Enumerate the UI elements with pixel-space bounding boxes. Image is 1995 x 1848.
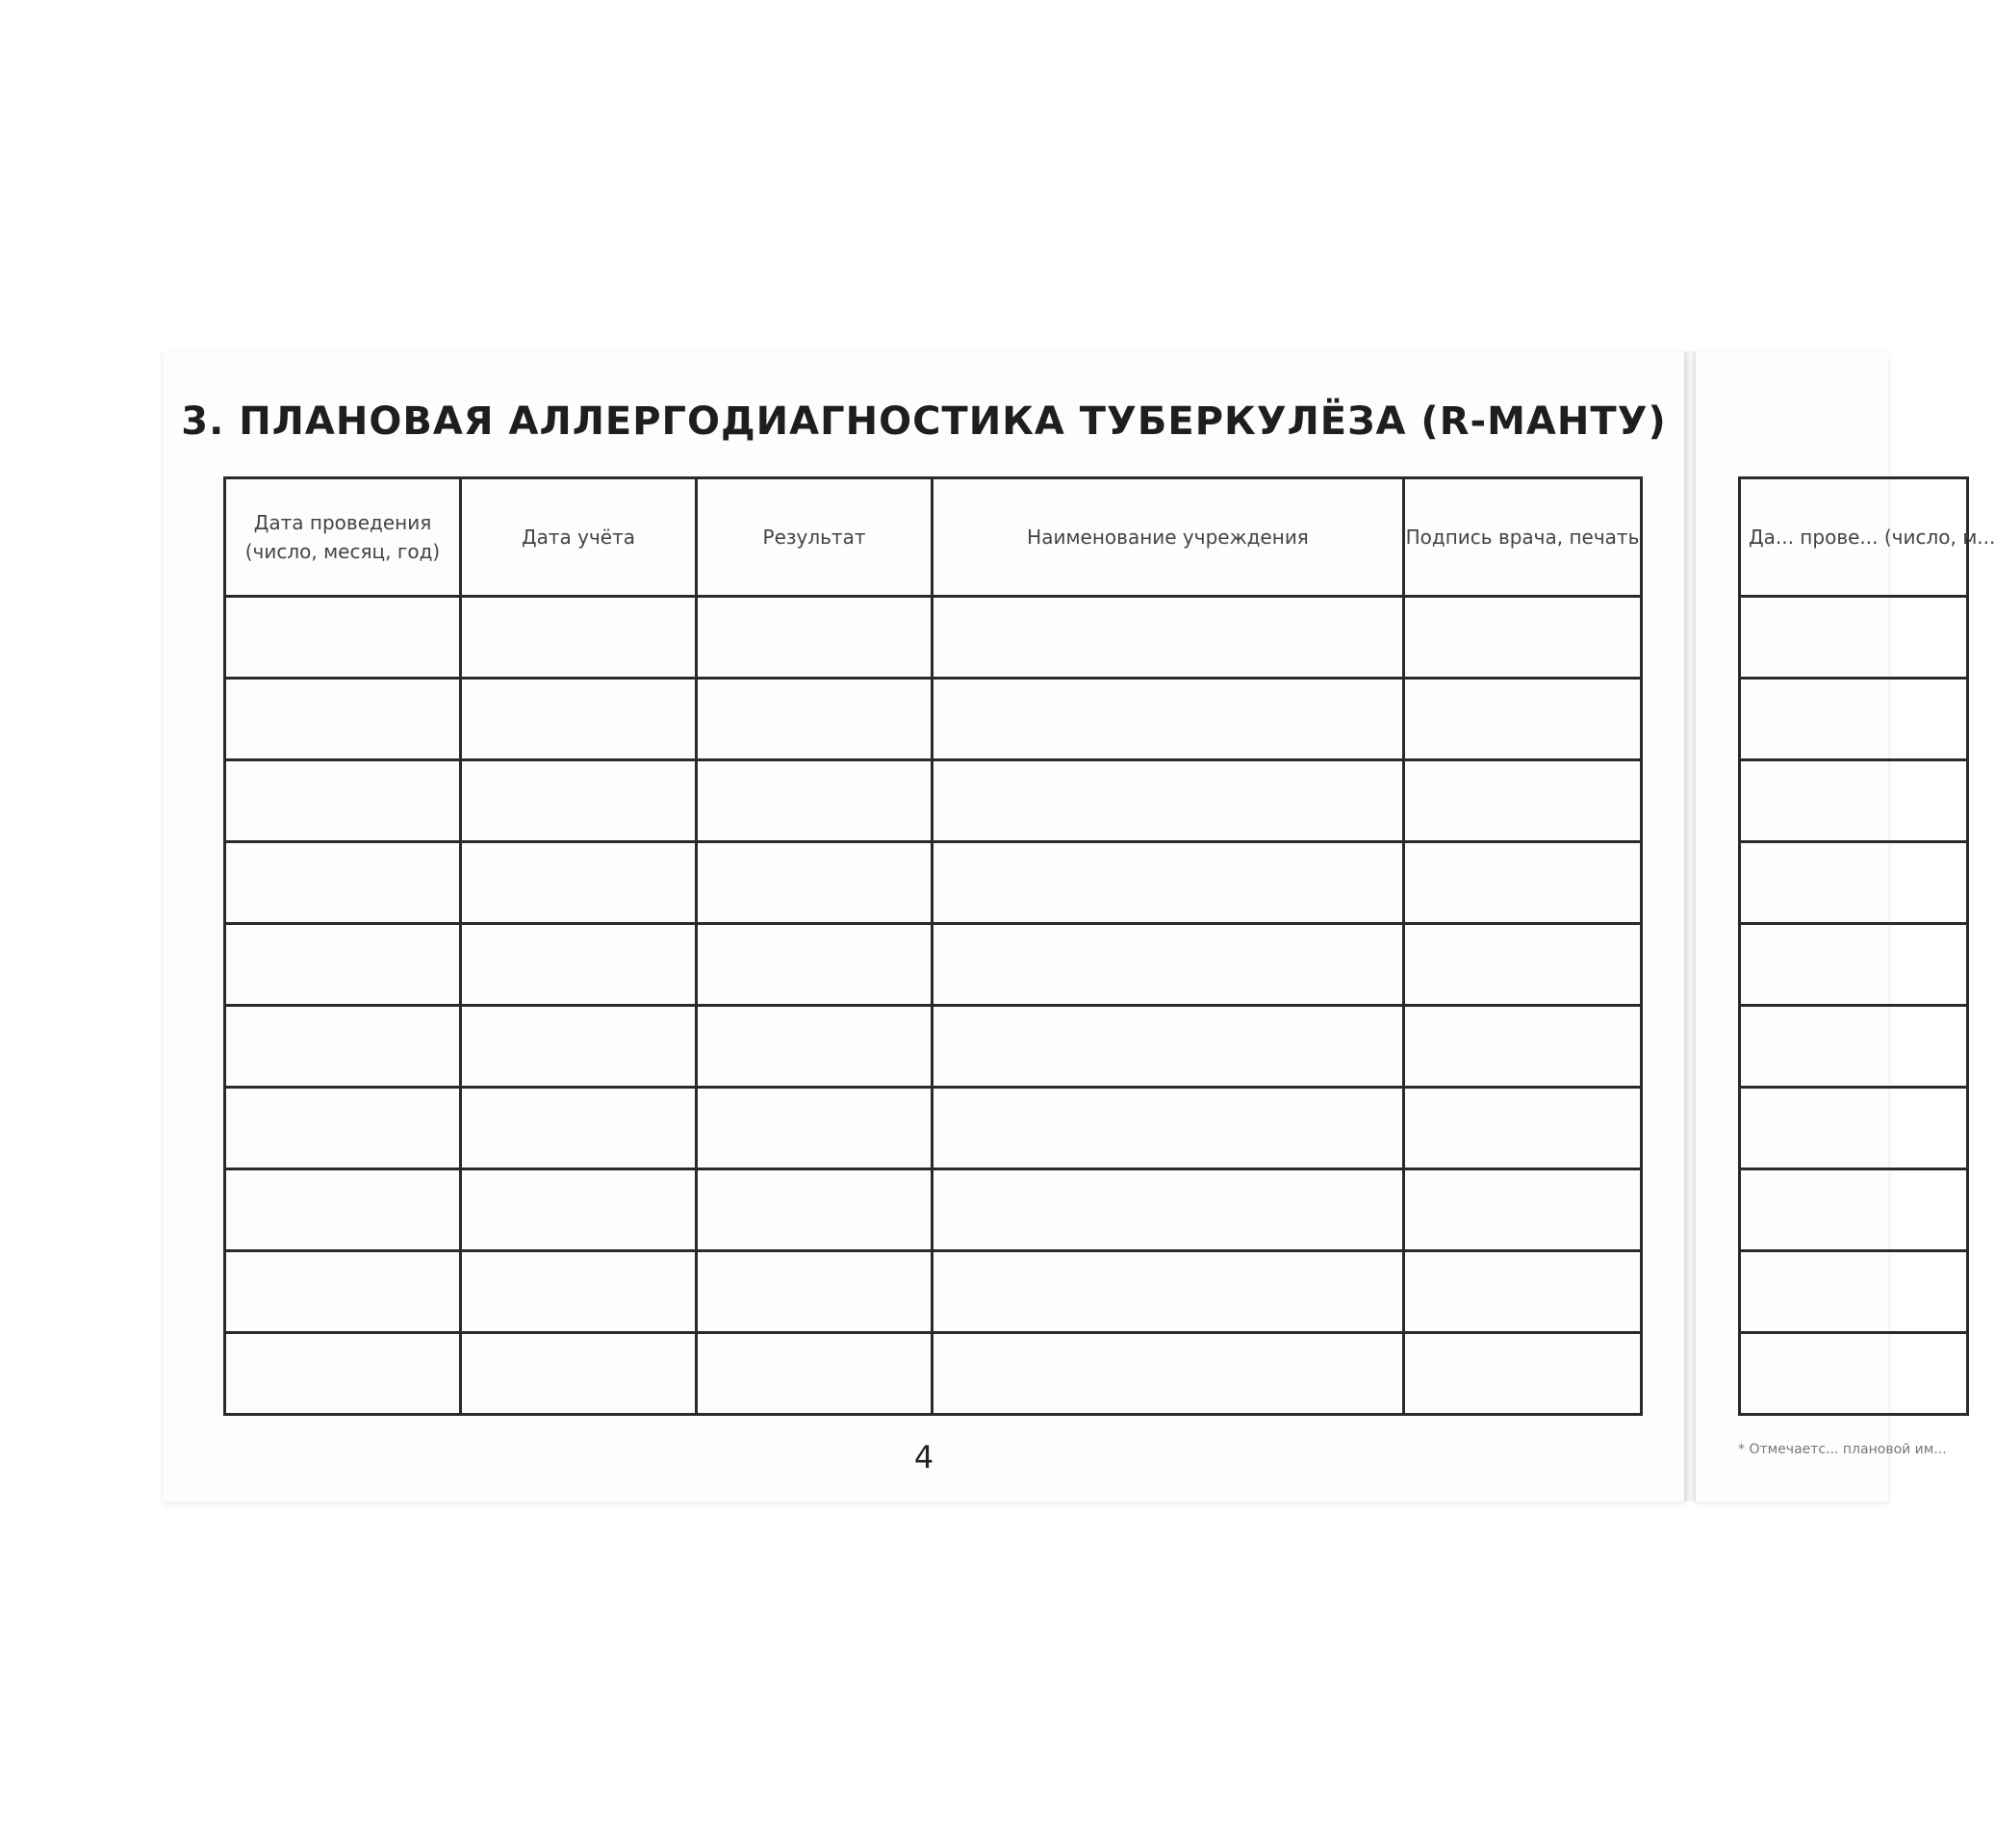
table-cell[interactable] <box>225 679 461 760</box>
table-cell[interactable] <box>933 679 1404 760</box>
table-cell[interactable] <box>933 842 1404 924</box>
table-cell[interactable] <box>1404 1333 1642 1415</box>
table-cell[interactable] <box>1740 842 1968 924</box>
table-row <box>1740 924 1968 1006</box>
table-cell[interactable] <box>461 760 697 842</box>
table-cell[interactable] <box>933 924 1404 1006</box>
table-cell[interactable] <box>933 1251 1404 1333</box>
table-cell[interactable] <box>1404 597 1642 679</box>
column-header-result: Результат <box>697 478 933 597</box>
table-row <box>225 1333 1642 1415</box>
table-row <box>1740 1006 1968 1088</box>
table-row <box>225 679 1642 760</box>
table-cell[interactable] <box>225 1006 461 1088</box>
table-cell[interactable] <box>697 760 933 842</box>
table-cell[interactable] <box>697 1088 933 1169</box>
table-cell[interactable] <box>697 1169 933 1251</box>
page-number: 4 <box>913 1439 934 1476</box>
table-row <box>225 1251 1642 1333</box>
table-row <box>1740 1251 1968 1333</box>
table-cell[interactable] <box>461 679 697 760</box>
table-cell[interactable] <box>1740 1088 1968 1169</box>
table-row <box>225 1169 1642 1251</box>
table-row <box>1740 1088 1968 1169</box>
table-cell[interactable] <box>461 1006 697 1088</box>
table-cell[interactable] <box>1740 679 1968 760</box>
table-cell[interactable] <box>1404 760 1642 842</box>
table-cell[interactable] <box>461 924 697 1006</box>
table-cell[interactable] <box>461 1088 697 1169</box>
table-cell[interactable] <box>1740 1006 1968 1088</box>
right-page <box>1696 351 1995 1502</box>
table-cell[interactable] <box>225 924 461 1006</box>
column-header-institution: Наименование учреждения <box>933 478 1404 597</box>
table-cell[interactable] <box>1404 924 1642 1006</box>
table-row <box>1740 760 1968 842</box>
table-cell[interactable] <box>1404 1006 1642 1088</box>
table-row <box>1740 1333 1968 1415</box>
table-cell[interactable] <box>1740 760 1968 842</box>
table-row <box>225 842 1642 924</box>
table-header-row <box>225 478 1642 597</box>
table-cell[interactable] <box>225 760 461 842</box>
column-header-date-partial: Да... прове... (число, м... <box>1740 478 1968 597</box>
table-cell[interactable] <box>461 1333 697 1415</box>
table-cell[interactable] <box>933 1088 1404 1169</box>
table-cell[interactable] <box>697 842 933 924</box>
table-cell[interactable] <box>1740 1333 1968 1415</box>
column-header-date: Дата проведения (число, месяц, год) <box>225 478 461 597</box>
table-row <box>1740 842 1968 924</box>
table-cell[interactable] <box>1404 679 1642 760</box>
table-cell[interactable] <box>1740 924 1968 1006</box>
page-title: 3. ПЛАНОВАЯ АЛЛЕРГОДИАГНОСТИКА ТУБЕРКУЛЁЗА (R-МАНТУ) <box>181 399 1667 444</box>
table-cell[interactable] <box>225 1169 461 1251</box>
table-row <box>1740 679 1968 760</box>
column-header-reading-date: Дата учёта <box>461 478 697 597</box>
table-cell[interactable] <box>225 1088 461 1169</box>
table-row <box>225 924 1642 1006</box>
table-cell[interactable] <box>461 597 697 679</box>
table-cell[interactable] <box>1404 1088 1642 1169</box>
table-cell[interactable] <box>697 924 933 1006</box>
table-cell[interactable] <box>461 842 697 924</box>
table-header-row <box>1740 478 1968 597</box>
table-cell[interactable] <box>697 597 933 679</box>
table-cell[interactable] <box>1740 1169 1968 1251</box>
table-cell[interactable] <box>225 1251 461 1333</box>
table-cell[interactable] <box>697 679 933 760</box>
table-row <box>225 1088 1642 1169</box>
table-row <box>225 597 1642 679</box>
right-page-table <box>1738 476 1995 1416</box>
left-page <box>164 351 1684 1502</box>
table-cell[interactable] <box>933 1006 1404 1088</box>
table-cell[interactable] <box>933 1333 1404 1415</box>
table-row <box>1740 597 1968 679</box>
table-cell[interactable] <box>461 1251 697 1333</box>
mantoux-table <box>223 476 1643 1416</box>
table-cell[interactable] <box>933 597 1404 679</box>
table-cell[interactable] <box>1740 1251 1968 1333</box>
table-cell[interactable] <box>1404 1251 1642 1333</box>
table-cell[interactable] <box>225 597 461 679</box>
book-spine <box>1684 351 1696 1502</box>
table-cell[interactable] <box>697 1333 933 1415</box>
table-cell[interactable] <box>225 842 461 924</box>
table-cell[interactable] <box>225 1333 461 1415</box>
table-row <box>225 760 1642 842</box>
column-header-signature: Подпись врача, печать <box>1404 478 1642 597</box>
table-cell[interactable] <box>1404 842 1642 924</box>
table-cell[interactable] <box>697 1006 933 1088</box>
table-row <box>1740 1169 1968 1251</box>
footnote: * Отмечаетс... плановой им... <box>1738 1442 1947 1457</box>
table-cell[interactable] <box>1740 597 1968 679</box>
table-row <box>225 1006 1642 1088</box>
table-cell[interactable] <box>933 760 1404 842</box>
table-cell[interactable] <box>933 1169 1404 1251</box>
table-cell[interactable] <box>1404 1169 1642 1251</box>
table-cell[interactable] <box>697 1251 933 1333</box>
table-cell[interactable] <box>461 1169 697 1251</box>
